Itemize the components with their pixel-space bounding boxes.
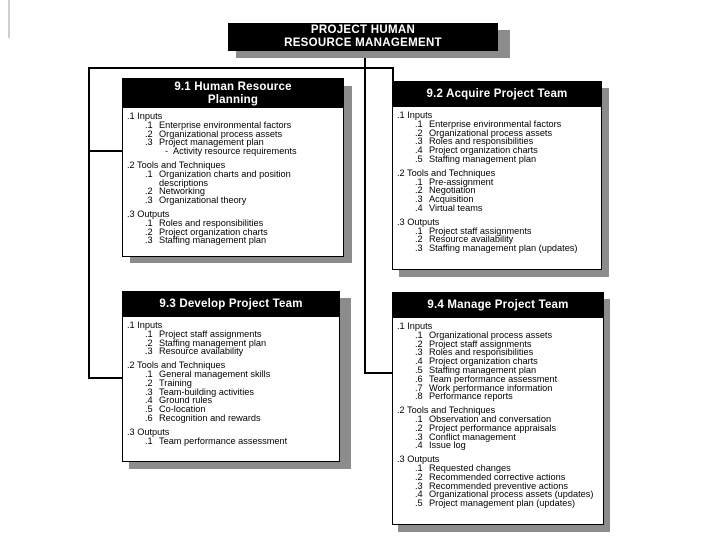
item-text: Staffing management plan (updates) bbox=[429, 243, 578, 254]
item-number: .3 bbox=[415, 194, 423, 205]
connector-to-9-1 bbox=[88, 150, 122, 152]
section-label: .3 Outputs bbox=[397, 216, 440, 227]
item-number: .1 bbox=[145, 119, 153, 130]
item-number: .3 bbox=[145, 346, 153, 357]
item-text: Roles and responsibilities bbox=[159, 217, 264, 228]
item-number: .5 bbox=[415, 498, 423, 509]
process-box-body bbox=[123, 108, 343, 245]
list-item bbox=[397, 178, 597, 187]
section-label: .1 Inputs bbox=[127, 320, 163, 330]
connector-to-9-3 bbox=[88, 377, 122, 379]
item-number: .1 bbox=[415, 176, 423, 187]
item-number: .3 bbox=[145, 137, 153, 148]
list-item bbox=[127, 170, 339, 188]
item-text: Acquisition bbox=[429, 194, 474, 205]
item-number: .4 bbox=[415, 440, 423, 451]
section-label: .2 Tools and Techniques bbox=[127, 159, 226, 170]
item-text: Project staff assignments bbox=[429, 338, 532, 349]
item-number: .1 bbox=[415, 225, 423, 236]
item-number: .1 bbox=[145, 368, 153, 379]
item-text: Staffing management plan bbox=[429, 153, 537, 164]
edge-artifact bbox=[0, 0, 10, 38]
process-box-title: 9.1 Human Resource Planning bbox=[123, 79, 343, 108]
item-text: Project organization charts bbox=[429, 356, 538, 367]
connector-top-horizontal bbox=[88, 67, 394, 69]
item-text: Staffing management plan bbox=[159, 235, 267, 246]
item-text: Observation and conversation bbox=[429, 413, 552, 424]
item-text: Recognition and rewards bbox=[159, 412, 261, 423]
process-box-title: 9.4 Manage Project Team bbox=[393, 293, 603, 318]
section-label: .3 Outputs bbox=[397, 454, 440, 465]
item-text: Project management plan bbox=[159, 137, 264, 148]
item-text: Project organization charts bbox=[159, 226, 268, 237]
item-text: Staffing management plan bbox=[429, 364, 537, 375]
item-text: Organizational process assets bbox=[159, 128, 283, 139]
item-number: .1 bbox=[415, 413, 423, 424]
item-number: .2 bbox=[145, 337, 153, 348]
item-text: Organizational process assets bbox=[429, 127, 553, 138]
list-item bbox=[397, 244, 597, 253]
process-section bbox=[127, 161, 339, 205]
sub-item-text: Activity resource requirements bbox=[173, 146, 297, 157]
item-number: .1 bbox=[415, 118, 423, 129]
list-item bbox=[397, 155, 597, 164]
item-number: .5 bbox=[415, 153, 423, 164]
item-number: .2 bbox=[145, 226, 153, 237]
process-box-9-1 bbox=[122, 78, 344, 257]
process-section bbox=[397, 322, 599, 401]
list-item bbox=[127, 437, 335, 446]
list-item bbox=[127, 196, 339, 205]
item-number: .3 bbox=[145, 386, 153, 397]
connector-trunk-vertical bbox=[364, 50, 366, 373]
item-text: Conflict management bbox=[429, 431, 516, 442]
item-number: .4 bbox=[415, 202, 423, 213]
section-label: .3 Outputs bbox=[127, 208, 170, 219]
item-number: .1 bbox=[145, 217, 153, 228]
section-label: .2 Tools and Techniques bbox=[397, 405, 496, 416]
process-box-9-4 bbox=[392, 292, 604, 525]
item-number: .3 bbox=[415, 136, 423, 147]
item-text: Project performance appraisals bbox=[429, 422, 557, 433]
process-section bbox=[127, 361, 335, 423]
dash-bullet: - bbox=[165, 146, 169, 157]
list-item bbox=[397, 195, 597, 204]
section-label: .1 Inputs bbox=[397, 110, 433, 120]
item-text: Resource availability bbox=[159, 346, 244, 357]
item-text: Project staff assignments bbox=[159, 328, 262, 339]
process-section bbox=[397, 455, 599, 508]
process-box-9-2 bbox=[392, 81, 602, 270]
item-text: Virtual teams bbox=[429, 202, 483, 213]
item-text: Organizational process assets (updates) bbox=[429, 489, 594, 500]
list-item bbox=[397, 433, 599, 442]
process-box-body bbox=[393, 107, 601, 253]
item-number: .2 bbox=[145, 377, 153, 388]
connector-left-vertical bbox=[88, 67, 90, 379]
item-text: Training bbox=[159, 377, 192, 388]
process-box-9-3 bbox=[122, 291, 340, 462]
process-section bbox=[127, 210, 339, 245]
item-number: .4 bbox=[415, 489, 423, 500]
item-number: .4 bbox=[415, 145, 423, 156]
sub-item bbox=[127, 147, 339, 156]
item-text: Project organization charts bbox=[429, 145, 538, 156]
item-number: .5 bbox=[415, 364, 423, 375]
item-number: .5 bbox=[145, 404, 153, 415]
item-number: .3 bbox=[145, 235, 153, 246]
process-box-title: 9.2 Acquire Project Team bbox=[393, 82, 601, 107]
item-text: Recommended corrective actions bbox=[429, 471, 566, 482]
item-text: Enterprise environmental factors bbox=[159, 119, 292, 130]
item-text: Team performance assessment bbox=[159, 435, 288, 446]
item-text: Networking bbox=[159, 186, 205, 197]
item-number: .6 bbox=[145, 412, 153, 423]
item-number: .4 bbox=[145, 395, 153, 406]
section-label: .2 Tools and Techniques bbox=[127, 360, 226, 371]
list-item bbox=[397, 204, 597, 213]
item-text: Roles and responsibilities bbox=[429, 136, 534, 147]
item-text: Performance reports bbox=[429, 391, 513, 402]
item-number: .3 bbox=[415, 243, 423, 254]
process-section bbox=[397, 111, 597, 164]
section-label: .1 Inputs bbox=[127, 111, 163, 121]
process-section bbox=[127, 321, 335, 356]
item-text: Ground rules bbox=[159, 395, 213, 406]
list-item bbox=[397, 441, 599, 450]
section-label: .3 Outputs bbox=[127, 426, 170, 437]
item-number: .1 bbox=[145, 328, 153, 339]
item-text: Issue log bbox=[429, 440, 466, 451]
item-number: .2 bbox=[415, 422, 423, 433]
process-section bbox=[127, 428, 335, 446]
item-number: .1 bbox=[145, 168, 153, 179]
item-number: .2 bbox=[415, 234, 423, 245]
list-item bbox=[127, 236, 339, 245]
item-number: .2 bbox=[415, 127, 423, 138]
item-text: Co-location bbox=[159, 404, 206, 415]
list-item bbox=[397, 499, 599, 508]
item-number: .7 bbox=[415, 382, 423, 393]
item-number: .4 bbox=[415, 356, 423, 367]
list-item bbox=[397, 186, 597, 195]
item-text: Team-building activities bbox=[159, 386, 254, 397]
item-number: .8 bbox=[415, 391, 423, 402]
item-number: .1 bbox=[415, 329, 423, 340]
item-text: Organization charts and position descriptions bbox=[159, 168, 291, 188]
item-text: Staffing management plan bbox=[159, 337, 267, 348]
item-number: .2 bbox=[415, 185, 423, 196]
item-number: .3 bbox=[145, 195, 153, 206]
item-number: .1 bbox=[415, 462, 423, 473]
item-number: .3 bbox=[415, 347, 423, 358]
item-number: .2 bbox=[145, 128, 153, 139]
section-label: .2 Tools and Techniques bbox=[397, 167, 496, 178]
diagram-title: PROJECT HUMAN RESOURCE MANAGEMENT bbox=[228, 23, 498, 51]
item-text: Project management plan (updates) bbox=[429, 498, 576, 509]
item-text: General management skills bbox=[159, 368, 271, 379]
item-text: Roles and responsibilities bbox=[429, 347, 534, 358]
item-text: Team performance assessment bbox=[429, 373, 558, 384]
item-number: .2 bbox=[145, 186, 153, 197]
item-number: .3 bbox=[415, 480, 423, 491]
item-text: Organizational process assets bbox=[429, 329, 553, 340]
item-number: .2 bbox=[415, 338, 423, 349]
process-section bbox=[127, 112, 339, 156]
process-box-body bbox=[123, 317, 339, 445]
item-number: .1 bbox=[145, 435, 153, 446]
item-number: .3 bbox=[415, 431, 423, 442]
item-text: Recommended preventive actions bbox=[429, 480, 568, 491]
connector-to-9-4 bbox=[364, 372, 392, 374]
item-number: .2 bbox=[415, 471, 423, 482]
process-box-title: 9.3 Develop Project Team bbox=[123, 292, 339, 317]
item-text: Resource availability bbox=[429, 234, 514, 245]
item-text: Organizational theory bbox=[159, 195, 247, 206]
process-box-body bbox=[393, 318, 603, 508]
list-item bbox=[397, 392, 599, 401]
item-text: Enterprise environmental factors bbox=[429, 118, 562, 129]
list-item bbox=[127, 414, 335, 423]
item-text: Negotiation bbox=[429, 185, 476, 196]
process-section bbox=[397, 218, 597, 253]
process-section bbox=[397, 406, 599, 450]
section-label: .1 Inputs bbox=[397, 321, 433, 331]
process-section bbox=[397, 169, 597, 213]
list-item bbox=[127, 347, 335, 356]
connector-right-vertical bbox=[392, 67, 394, 81]
item-text: Requested changes bbox=[429, 462, 511, 473]
item-text: Pre-assignment bbox=[429, 176, 494, 187]
item-number: .6 bbox=[415, 373, 423, 384]
item-text: Project staff assignments bbox=[429, 225, 532, 236]
item-text: Work performance information bbox=[429, 382, 553, 393]
